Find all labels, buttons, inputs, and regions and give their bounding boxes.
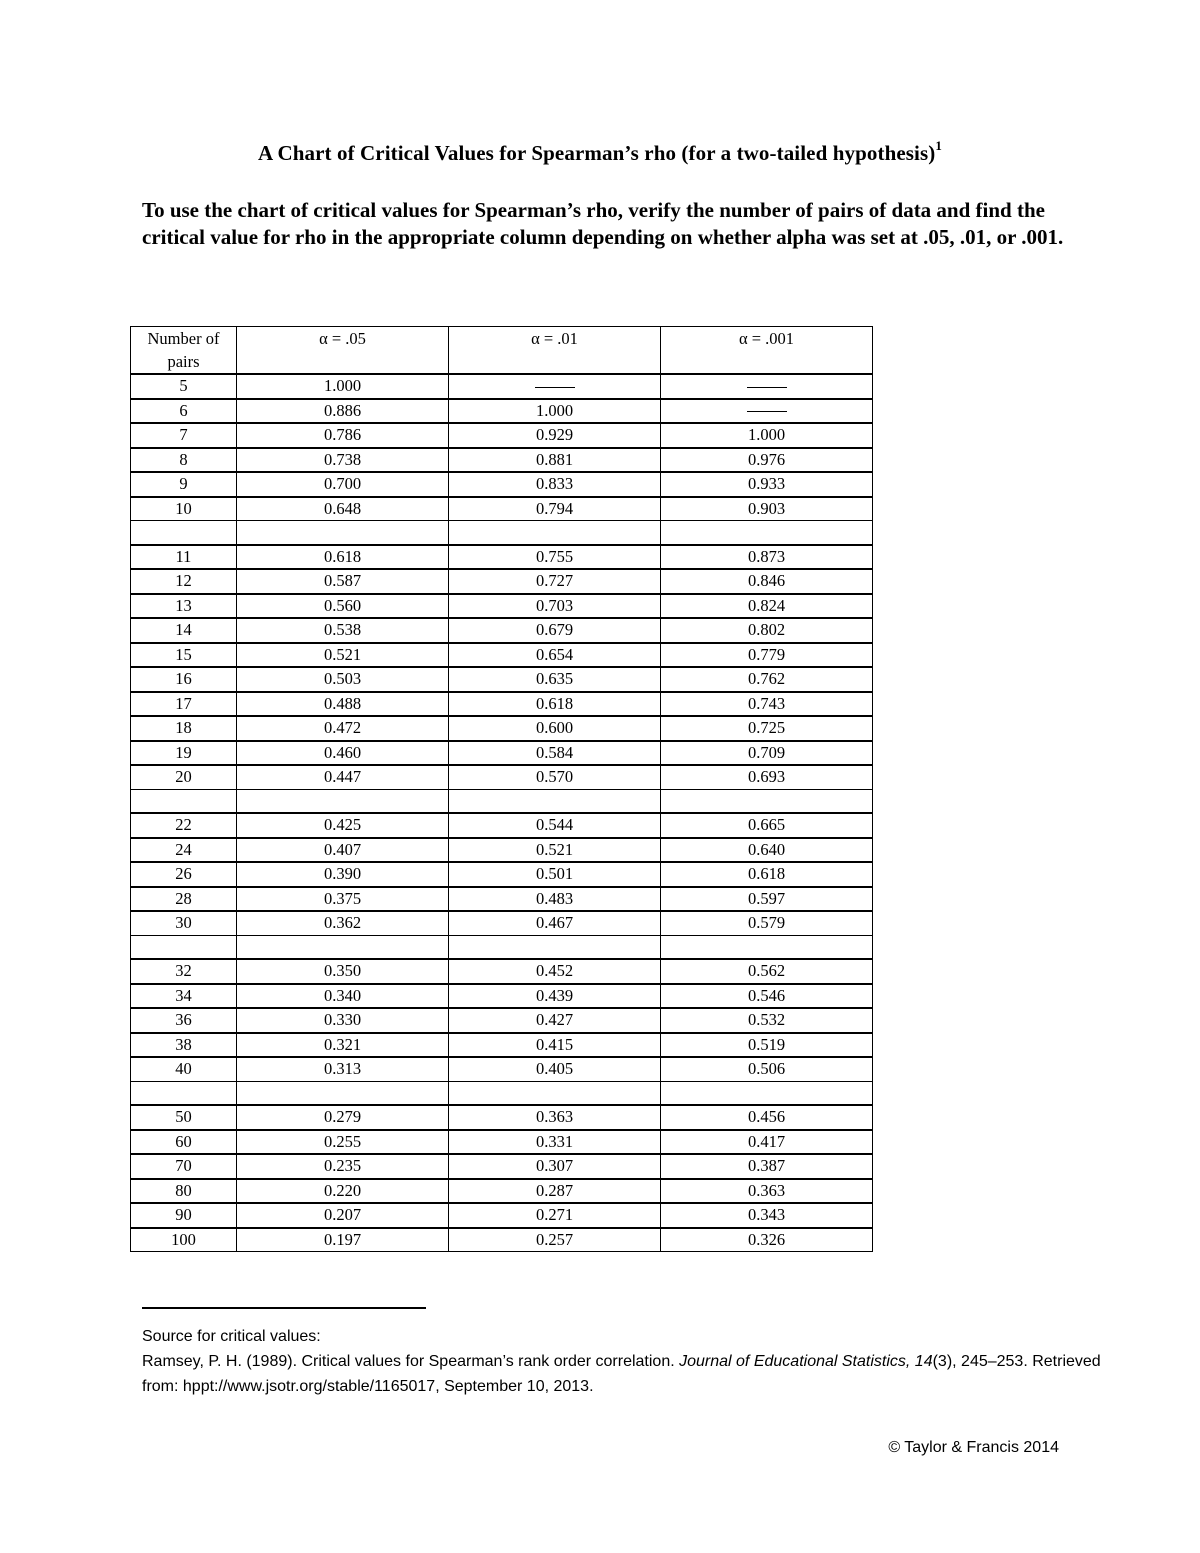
alpha-05-cell: 0.350 <box>237 959 449 984</box>
alpha-01-cell: 0.679 <box>449 618 661 643</box>
alpha-05-cell: 1.000 <box>237 374 449 399</box>
pairs-cell: 40 <box>131 1057 237 1081</box>
alpha-05-cell: 0.425 <box>237 813 449 838</box>
alpha-05-cell: 0.618 <box>237 545 449 570</box>
spacer-cell <box>661 521 873 545</box>
footnote-citation <box>142 1349 1102 1399</box>
alpha-01-cell: 0.600 <box>449 716 661 741</box>
table-row <box>131 643 873 668</box>
alpha-001-cell: 0.665 <box>661 813 873 838</box>
citation-post: (3), 245–253. Retrieved from: hppt://www.jsotr.org/stable/1165017, September 10, 2013. <box>142 1353 1101 1395</box>
alpha-01-cell: 0.427 <box>449 1008 661 1033</box>
alpha-001-cell: 0.597 <box>661 887 873 912</box>
header-alpha: α = .001 <box>661 327 873 375</box>
table-row <box>131 374 873 399</box>
pairs-cell: 9 <box>131 472 237 497</box>
alpha-001-cell: 0.873 <box>661 545 873 570</box>
alpha-05-cell: 0.560 <box>237 594 449 619</box>
pairs-cell: 80 <box>131 1179 237 1204</box>
spacer-cell <box>237 935 449 959</box>
table-row <box>131 1033 873 1058</box>
pairs-cell: 24 <box>131 838 237 863</box>
footnote <box>142 1324 1102 1399</box>
spacer-cell <box>237 1081 449 1105</box>
table-row <box>131 692 873 717</box>
pairs-cell: 60 <box>131 1130 237 1155</box>
alpha-05-cell: 0.375 <box>237 887 449 912</box>
spacer-row <box>131 1081 873 1105</box>
pairs-cell: 7 <box>131 423 237 448</box>
alpha-001-cell: 0.933 <box>661 472 873 497</box>
alpha-05-cell: 0.648 <box>237 497 449 521</box>
header-alpha: α = .01 <box>449 327 661 375</box>
table-row <box>131 1228 873 1252</box>
alpha-01-cell: 0.501 <box>449 862 661 887</box>
alpha-05-cell: 0.738 <box>237 448 449 473</box>
dash-placeholder <box>535 387 575 388</box>
pairs-cell: 70 <box>131 1154 237 1179</box>
alpha-001-cell: 0.640 <box>661 838 873 863</box>
alpha-05-cell: 0.390 <box>237 862 449 887</box>
alpha-05-cell: 0.197 <box>237 1228 449 1252</box>
alpha-01-cell: 0.287 <box>449 1179 661 1204</box>
alpha-01-cell: 0.727 <box>449 569 661 594</box>
alpha-001-cell: 0.779 <box>661 643 873 668</box>
alpha-05-cell: 0.255 <box>237 1130 449 1155</box>
spacer-cell <box>131 789 237 813</box>
alpha-01-cell: 0.794 <box>449 497 661 521</box>
table-row <box>131 1008 873 1033</box>
pairs-cell: 38 <box>131 1033 237 1058</box>
spacer-cell <box>131 521 237 545</box>
alpha-01-cell: 0.483 <box>449 887 661 912</box>
alpha-01-cell: 0.635 <box>449 667 661 692</box>
pairs-cell: 18 <box>131 716 237 741</box>
table-row <box>131 813 873 838</box>
alpha-001-cell: 0.326 <box>661 1228 873 1252</box>
spacer-cell <box>449 1081 661 1105</box>
table-row <box>131 959 873 984</box>
table-row <box>131 1105 873 1130</box>
alpha-01-cell: 0.755 <box>449 545 661 570</box>
copyright-notice: © Taylor & Francis 2014 <box>888 1439 1059 1456</box>
pairs-cell: 32 <box>131 959 237 984</box>
alpha-001-cell: 0.709 <box>661 741 873 766</box>
instructions-paragraph: To use the chart of critical values for Spearman’s rho, verify the number of pairs of data and find the critical value for rho in the appropriate column depending on whether alpha was set at .05, .01, or .001. <box>142 198 1064 249</box>
alpha-001-cell: 0.743 <box>661 692 873 717</box>
alpha-05-cell: 0.447 <box>237 765 449 789</box>
alpha-01-cell: 0.521 <box>449 838 661 863</box>
pairs-cell: 15 <box>131 643 237 668</box>
table-row <box>131 741 873 766</box>
spacer-cell <box>131 1081 237 1105</box>
table-row <box>131 862 873 887</box>
pairs-cell: 10 <box>131 497 237 521</box>
alpha-001-cell: 0.417 <box>661 1130 873 1155</box>
alpha-001-cell: 0.562 <box>661 959 873 984</box>
table-row <box>131 569 873 594</box>
pairs-cell: 12 <box>131 569 237 594</box>
table-row <box>131 887 873 912</box>
alpha-001-cell: 0.363 <box>661 1179 873 1204</box>
alpha-01-cell <box>449 374 661 399</box>
spacer-cell <box>449 521 661 545</box>
alpha-05-cell: 0.700 <box>237 472 449 497</box>
pairs-cell: 19 <box>131 741 237 766</box>
dash-placeholder <box>747 411 787 412</box>
pairs-cell: 50 <box>131 1105 237 1130</box>
spacer-cell <box>237 521 449 545</box>
alpha-001-cell: 0.532 <box>661 1008 873 1033</box>
table-row <box>131 1179 873 1204</box>
alpha-001-cell <box>661 399 873 424</box>
table-row <box>131 497 873 521</box>
pairs-cell: 13 <box>131 594 237 619</box>
spacer-cell <box>661 935 873 959</box>
alpha-001-cell: 0.519 <box>661 1033 873 1058</box>
alpha-001-cell: 0.343 <box>661 1203 873 1228</box>
footnote-label: Source for critical values: <box>142 1328 321 1345</box>
alpha-001-cell: 0.506 <box>661 1057 873 1081</box>
critical-values-table <box>130 326 873 1252</box>
alpha-05-cell: 0.786 <box>237 423 449 448</box>
alpha-01-cell: 0.654 <box>449 643 661 668</box>
pairs-cell: 34 <box>131 984 237 1009</box>
alpha-01-cell: 0.257 <box>449 1228 661 1252</box>
page-title <box>0 140 1200 166</box>
alpha-001-cell: 0.903 <box>661 497 873 521</box>
alpha-05-cell: 0.407 <box>237 838 449 863</box>
pairs-cell: 90 <box>131 1203 237 1228</box>
table-row <box>131 716 873 741</box>
pairs-cell: 8 <box>131 448 237 473</box>
alpha-01-cell: 0.881 <box>449 448 661 473</box>
table-row <box>131 545 873 570</box>
alpha-01-cell: 0.929 <box>449 423 661 448</box>
alpha-01-cell: 0.618 <box>449 692 661 717</box>
alpha-01-cell: 0.415 <box>449 1033 661 1058</box>
alpha-05-cell: 0.538 <box>237 618 449 643</box>
alpha-05-cell: 0.330 <box>237 1008 449 1033</box>
alpha-001-cell: 0.546 <box>661 984 873 1009</box>
header-alpha: α = .05 <box>237 327 449 375</box>
footnote-marker: 1 <box>935 138 942 153</box>
header-number-of-pairs: Number of pairs <box>131 327 237 375</box>
alpha-01-cell: 0.570 <box>449 765 661 789</box>
alpha-05-cell: 0.340 <box>237 984 449 1009</box>
alpha-001-cell: 1.000 <box>661 423 873 448</box>
alpha-01-cell: 0.331 <box>449 1130 661 1155</box>
alpha-001-cell: 0.824 <box>661 594 873 619</box>
spacer-row <box>131 789 873 813</box>
alpha-05-cell: 0.220 <box>237 1179 449 1204</box>
pairs-cell: 30 <box>131 911 237 935</box>
table-row <box>131 399 873 424</box>
table-row <box>131 1154 873 1179</box>
pairs-cell: 36 <box>131 1008 237 1033</box>
dash-placeholder <box>747 387 787 388</box>
alpha-01-cell: 0.703 <box>449 594 661 619</box>
alpha-05-cell: 0.460 <box>237 741 449 766</box>
spacer-cell <box>661 1081 873 1105</box>
alpha-05-cell: 0.235 <box>237 1154 449 1179</box>
alpha-001-cell: 0.846 <box>661 569 873 594</box>
alpha-05-cell: 0.503 <box>237 667 449 692</box>
pairs-cell: 100 <box>131 1228 237 1252</box>
table-row <box>131 423 873 448</box>
spacer-row <box>131 935 873 959</box>
alpha-001-cell: 0.976 <box>661 448 873 473</box>
page-title-text: A Chart of Critical Values for Spearman’s rho (for a two-tailed hypothesis) <box>258 141 936 165</box>
spacer-cell <box>449 789 661 813</box>
spacer-cell <box>131 935 237 959</box>
alpha-001-cell: 0.802 <box>661 618 873 643</box>
alpha-01-cell: 0.405 <box>449 1057 661 1081</box>
table-row <box>131 472 873 497</box>
alpha-01-cell: 0.307 <box>449 1154 661 1179</box>
alpha-001-cell: 0.387 <box>661 1154 873 1179</box>
alpha-05-cell: 0.313 <box>237 1057 449 1081</box>
citation-journal: Journal of Educational Statistics, <box>679 1353 911 1370</box>
table-row <box>131 911 873 935</box>
alpha-05-cell: 0.321 <box>237 1033 449 1058</box>
table-row <box>131 984 873 1009</box>
alpha-01-cell: 0.467 <box>449 911 661 935</box>
pairs-cell: 14 <box>131 618 237 643</box>
alpha-05-cell: 0.521 <box>237 643 449 668</box>
table-header-row <box>131 327 873 375</box>
footnote-divider <box>142 1307 426 1309</box>
spacer-cell <box>661 789 873 813</box>
citation-pre: Ramsey, P. H. (1989). Critical values for Spearman’s rank order correlation. <box>142 1353 680 1370</box>
alpha-001-cell: 0.618 <box>661 862 873 887</box>
table-row <box>131 1130 873 1155</box>
table-row <box>131 838 873 863</box>
alpha-05-cell: 0.279 <box>237 1105 449 1130</box>
alpha-001-cell <box>661 374 873 399</box>
pairs-cell: 20 <box>131 765 237 789</box>
alpha-001-cell: 0.456 <box>661 1105 873 1130</box>
table-row <box>131 765 873 789</box>
citation-volume: 14 <box>914 1353 933 1370</box>
table-row <box>131 448 873 473</box>
alpha-01-cell: 0.544 <box>449 813 661 838</box>
alpha-01-cell: 0.439 <box>449 984 661 1009</box>
alpha-05-cell: 0.488 <box>237 692 449 717</box>
table-row <box>131 1057 873 1081</box>
pairs-cell: 26 <box>131 862 237 887</box>
table-row <box>131 594 873 619</box>
alpha-001-cell: 0.579 <box>661 911 873 935</box>
spacer-cell <box>237 789 449 813</box>
alpha-05-cell: 0.207 <box>237 1203 449 1228</box>
pairs-cell: 22 <box>131 813 237 838</box>
alpha-05-cell: 0.587 <box>237 569 449 594</box>
alpha-01-cell: 1.000 <box>449 399 661 424</box>
pairs-cell: 5 <box>131 374 237 399</box>
pairs-cell: 17 <box>131 692 237 717</box>
alpha-001-cell: 0.762 <box>661 667 873 692</box>
alpha-01-cell: 0.584 <box>449 741 661 766</box>
table-row <box>131 1203 873 1228</box>
alpha-01-cell: 0.271 <box>449 1203 661 1228</box>
pairs-cell: 16 <box>131 667 237 692</box>
pairs-cell: 28 <box>131 887 237 912</box>
alpha-05-cell: 0.472 <box>237 716 449 741</box>
spacer-row <box>131 521 873 545</box>
alpha-01-cell: 0.833 <box>449 472 661 497</box>
pairs-cell: 11 <box>131 545 237 570</box>
table-row <box>131 618 873 643</box>
alpha-001-cell: 0.725 <box>661 716 873 741</box>
alpha-05-cell: 0.362 <box>237 911 449 935</box>
spacer-cell <box>449 935 661 959</box>
alpha-001-cell: 0.693 <box>661 765 873 789</box>
alpha-01-cell: 0.452 <box>449 959 661 984</box>
alpha-05-cell: 0.886 <box>237 399 449 424</box>
pairs-cell: 6 <box>131 399 237 424</box>
table-row <box>131 667 873 692</box>
alpha-01-cell: 0.363 <box>449 1105 661 1130</box>
